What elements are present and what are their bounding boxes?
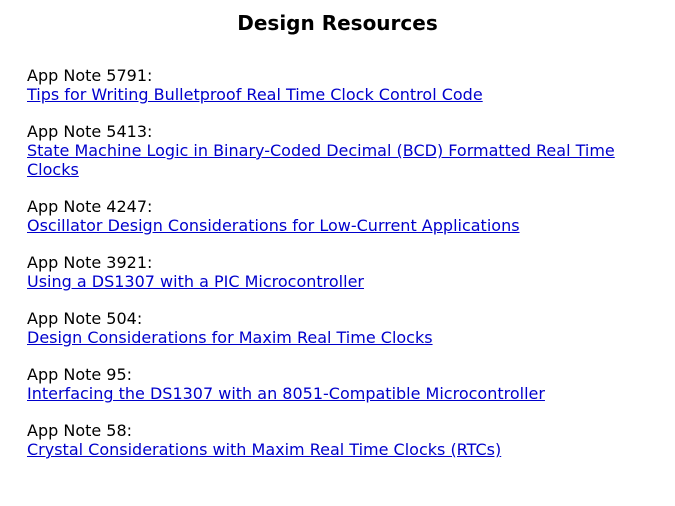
app-note-link[interactable]: Interfacing the DS1307 with an 8051-Compatible Microcontroller — [27, 384, 545, 403]
app-note-item — [27, 122, 647, 179]
app-note-item — [27, 309, 647, 347]
app-note-link[interactable]: Using a DS1307 with a PIC Microcontroller — [27, 272, 364, 291]
app-note-link[interactable]: State Machine Logic in Binary-Coded Decimal (BCD) Formatted Real Time Clocks — [27, 141, 615, 179]
app-note-item — [27, 421, 647, 459]
app-note-item — [27, 253, 647, 291]
app-notes-list — [27, 66, 647, 477]
app-note-item — [27, 66, 647, 104]
app-note-link[interactable]: Oscillator Design Considerations for Low-Current Applications — [27, 216, 520, 235]
page-title: Design Resources — [237, 11, 438, 35]
app-note-link[interactable]: Tips for Writing Bulletproof Real Time Clock Control Code — [27, 85, 483, 104]
app-note-item — [27, 197, 647, 235]
app-note-label: App Note 5413: — [27, 122, 153, 141]
app-note-link[interactable]: Crystal Considerations with Maxim Real Time Clocks (RTCs) — [27, 440, 502, 459]
app-note-label: App Note 504: — [27, 309, 143, 328]
app-note-link[interactable]: Design Considerations for Maxim Real Time Clocks — [27, 328, 433, 347]
app-note-label: App Note 58: — [27, 421, 133, 440]
app-note-label: App Note 5791: — [27, 66, 153, 85]
app-note-label: App Note 95: — [27, 365, 133, 384]
app-note-label: App Note 3921: — [27, 253, 153, 272]
app-note-item — [27, 365, 647, 403]
app-note-label: App Note 4247: — [27, 197, 153, 216]
